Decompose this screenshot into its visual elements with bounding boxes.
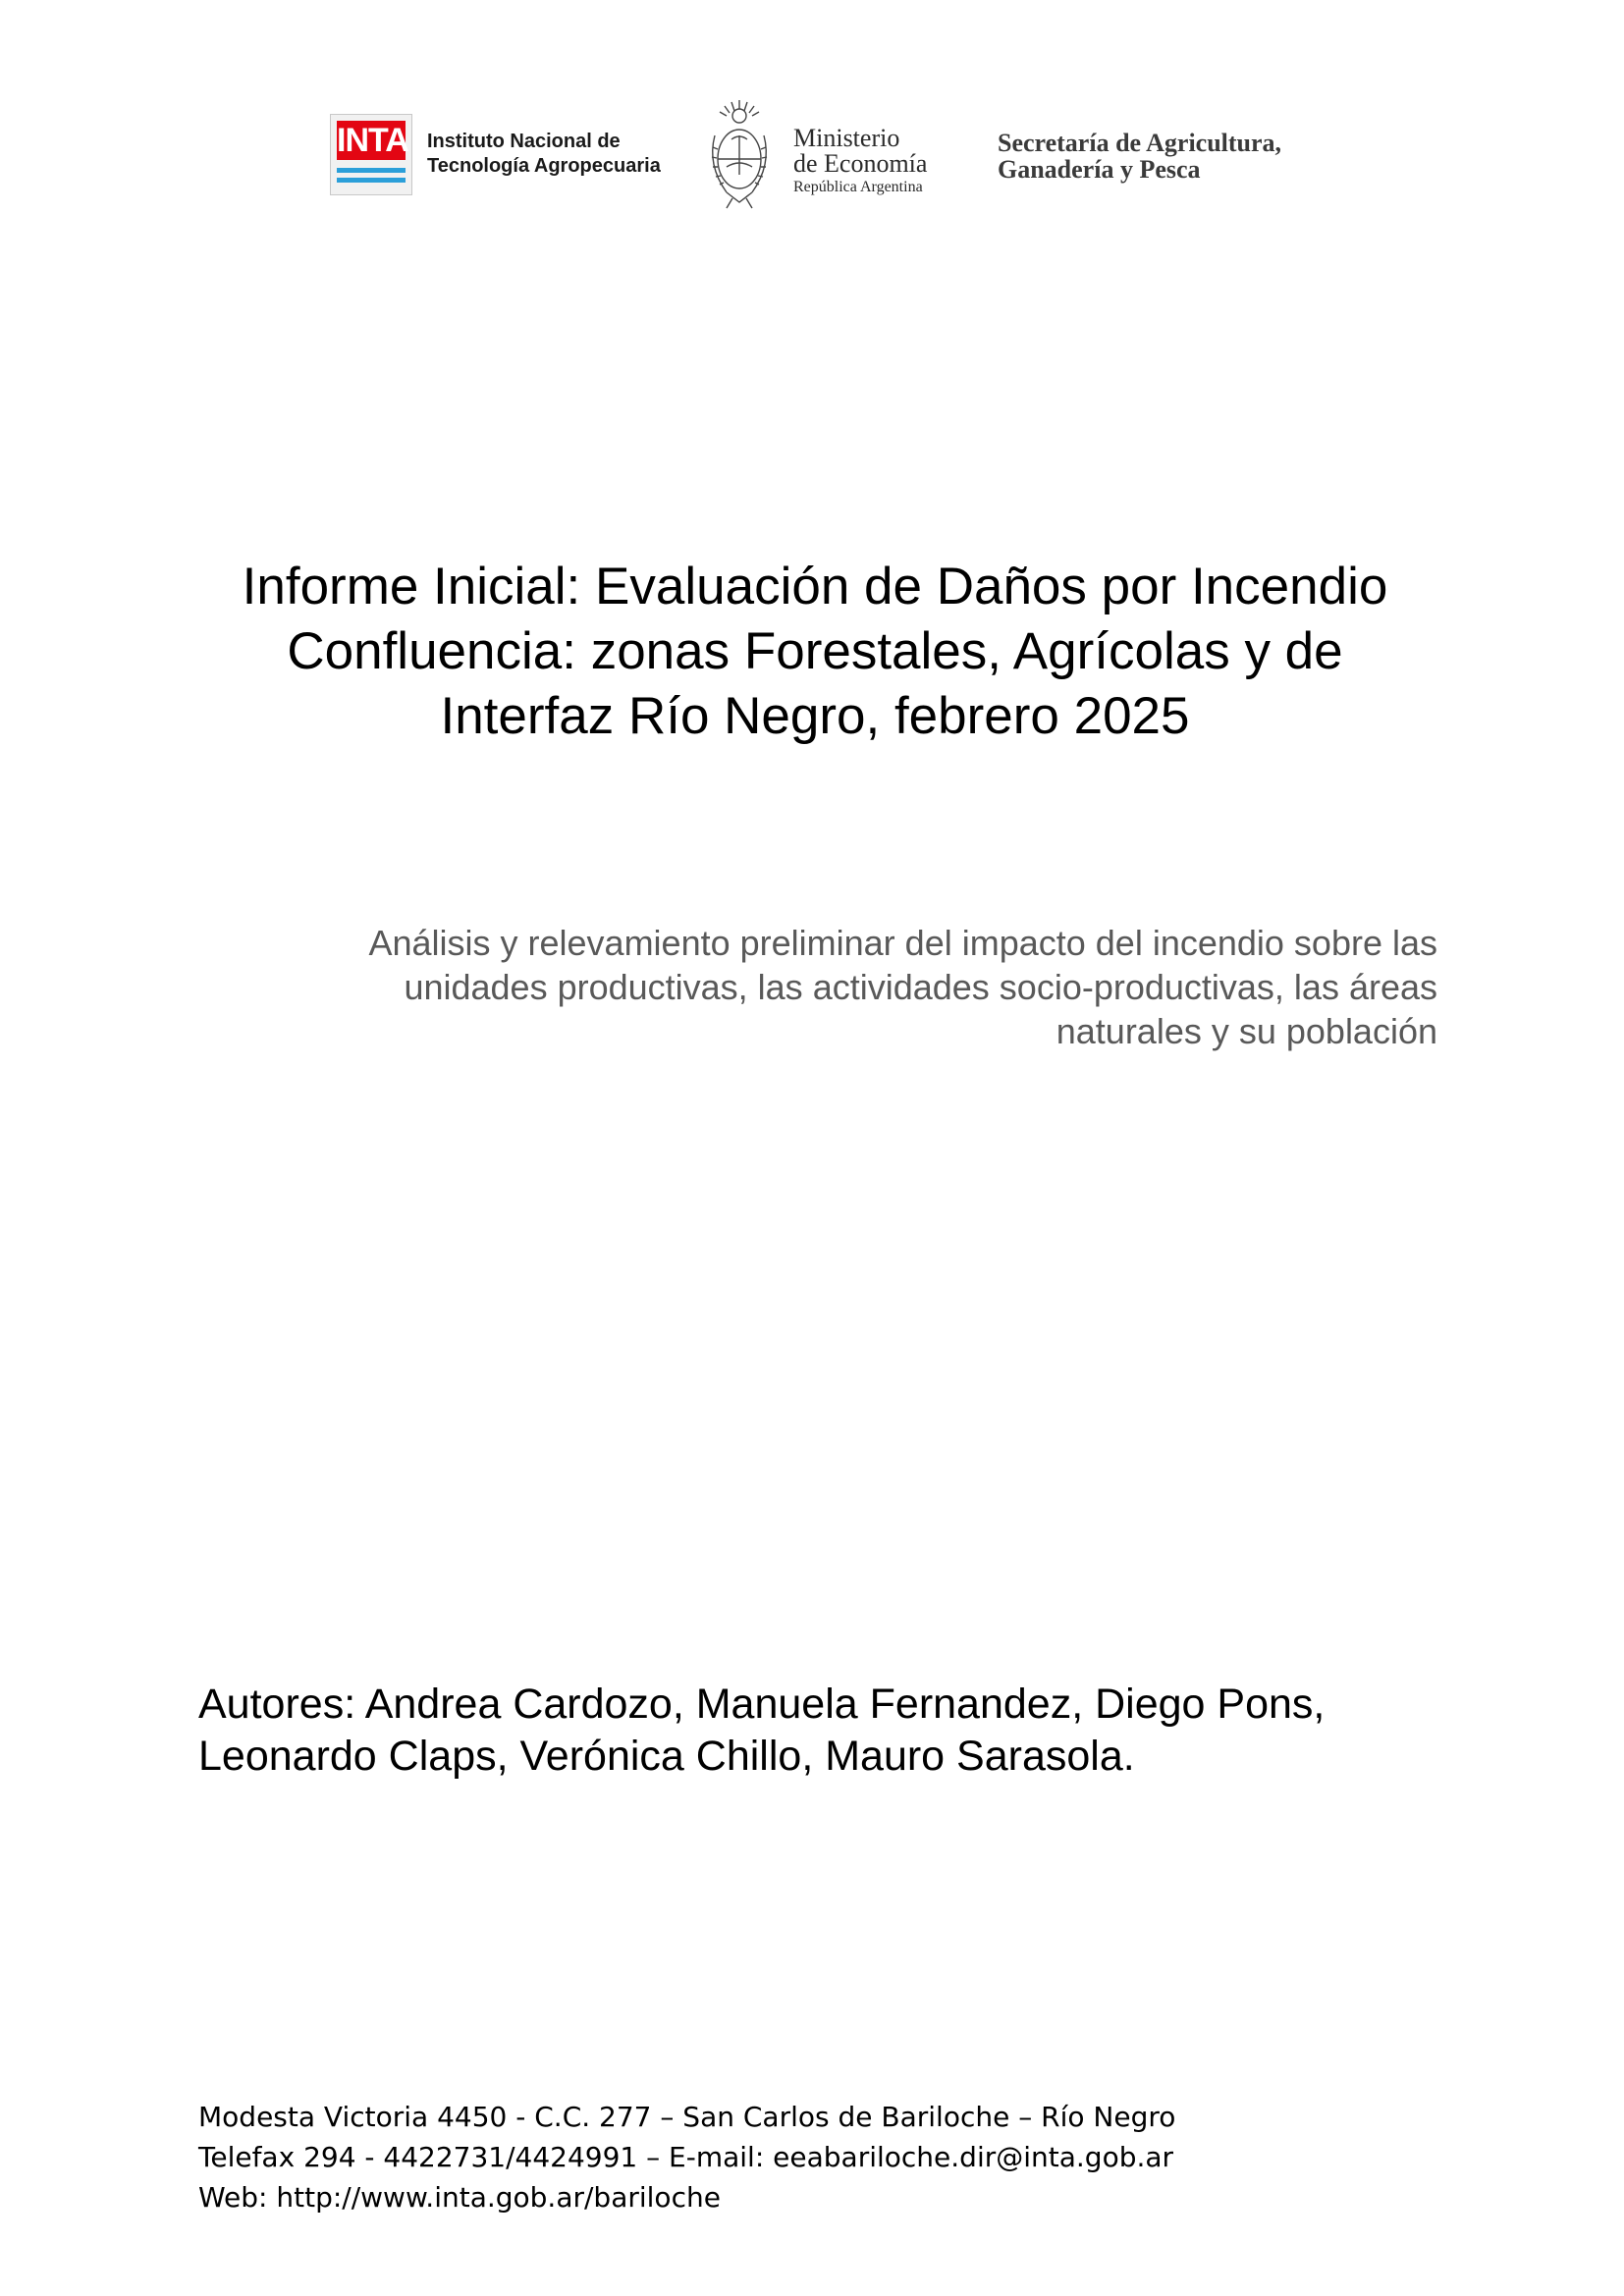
secretaria-line1: Secretaría de Agricultura, bbox=[998, 129, 1282, 157]
document-subtitle bbox=[196, 921, 1437, 1053]
title-line3: Interfaz Río Negro, febrero 2025 bbox=[440, 687, 1190, 745]
inta-stripe-bottom bbox=[337, 178, 406, 183]
subtitle-line2: unidades productivas, las actividades socio-productivas, las áreas bbox=[404, 967, 1437, 1007]
authors-line2: Leonardo Claps, Verónica Chillo, Mauro Sarasola. bbox=[198, 1733, 1135, 1780]
subtitle-line1: Análisis y relevamiento preliminar del impacto del incendio sobre las bbox=[368, 923, 1437, 963]
footer-address: Modesta Victoria 4450 - C.C. 277 – San Carlos de Bariloche – Río Negro bbox=[198, 2101, 1176, 2133]
inta-name-line1: Instituto Nacional de bbox=[427, 131, 621, 152]
ministerio-line2: de Economía bbox=[793, 149, 928, 178]
title-line1: Informe Inicial: Evaluación de Daños por Incendio bbox=[242, 558, 1388, 615]
inta-name bbox=[427, 130, 661, 179]
ministerio-line1: Ministerio bbox=[793, 124, 900, 152]
inta-wordmark: INTA bbox=[337, 122, 408, 159]
inta-logo bbox=[330, 114, 412, 195]
subtitle-line3: naturales y su población bbox=[1056, 1011, 1437, 1051]
footer-web: Web: http://www.inta.gob.ar/bariloche bbox=[198, 2181, 721, 2214]
ministerio-line3: República Argentina bbox=[793, 179, 923, 195]
footer-phone-email: Telefax 294 - 4422731/4424991 – E-mail: eeabariloche.dir@inta.gob.ar bbox=[198, 2141, 1174, 2173]
inta-stripe-top bbox=[337, 168, 406, 173]
inta-name-line2: Tecnología Agropecuaria bbox=[427, 155, 661, 177]
authors-line1: Autores: Andrea Cardozo, Manuela Fernandez, Diego Pons, bbox=[198, 1681, 1326, 1728]
ministerio-name bbox=[793, 126, 927, 198]
secretaria-line2: Ganadería y Pesca bbox=[998, 155, 1201, 184]
title-line2: Confluencia: zonas Forestales, Agrícolas y de bbox=[287, 622, 1343, 680]
footer-contact bbox=[198, 2097, 1175, 2217]
authors bbox=[198, 1679, 1325, 1783]
document-title bbox=[177, 555, 1453, 749]
escudo-argentina-icon bbox=[705, 96, 774, 214]
secretaria-name bbox=[998, 130, 1281, 183]
